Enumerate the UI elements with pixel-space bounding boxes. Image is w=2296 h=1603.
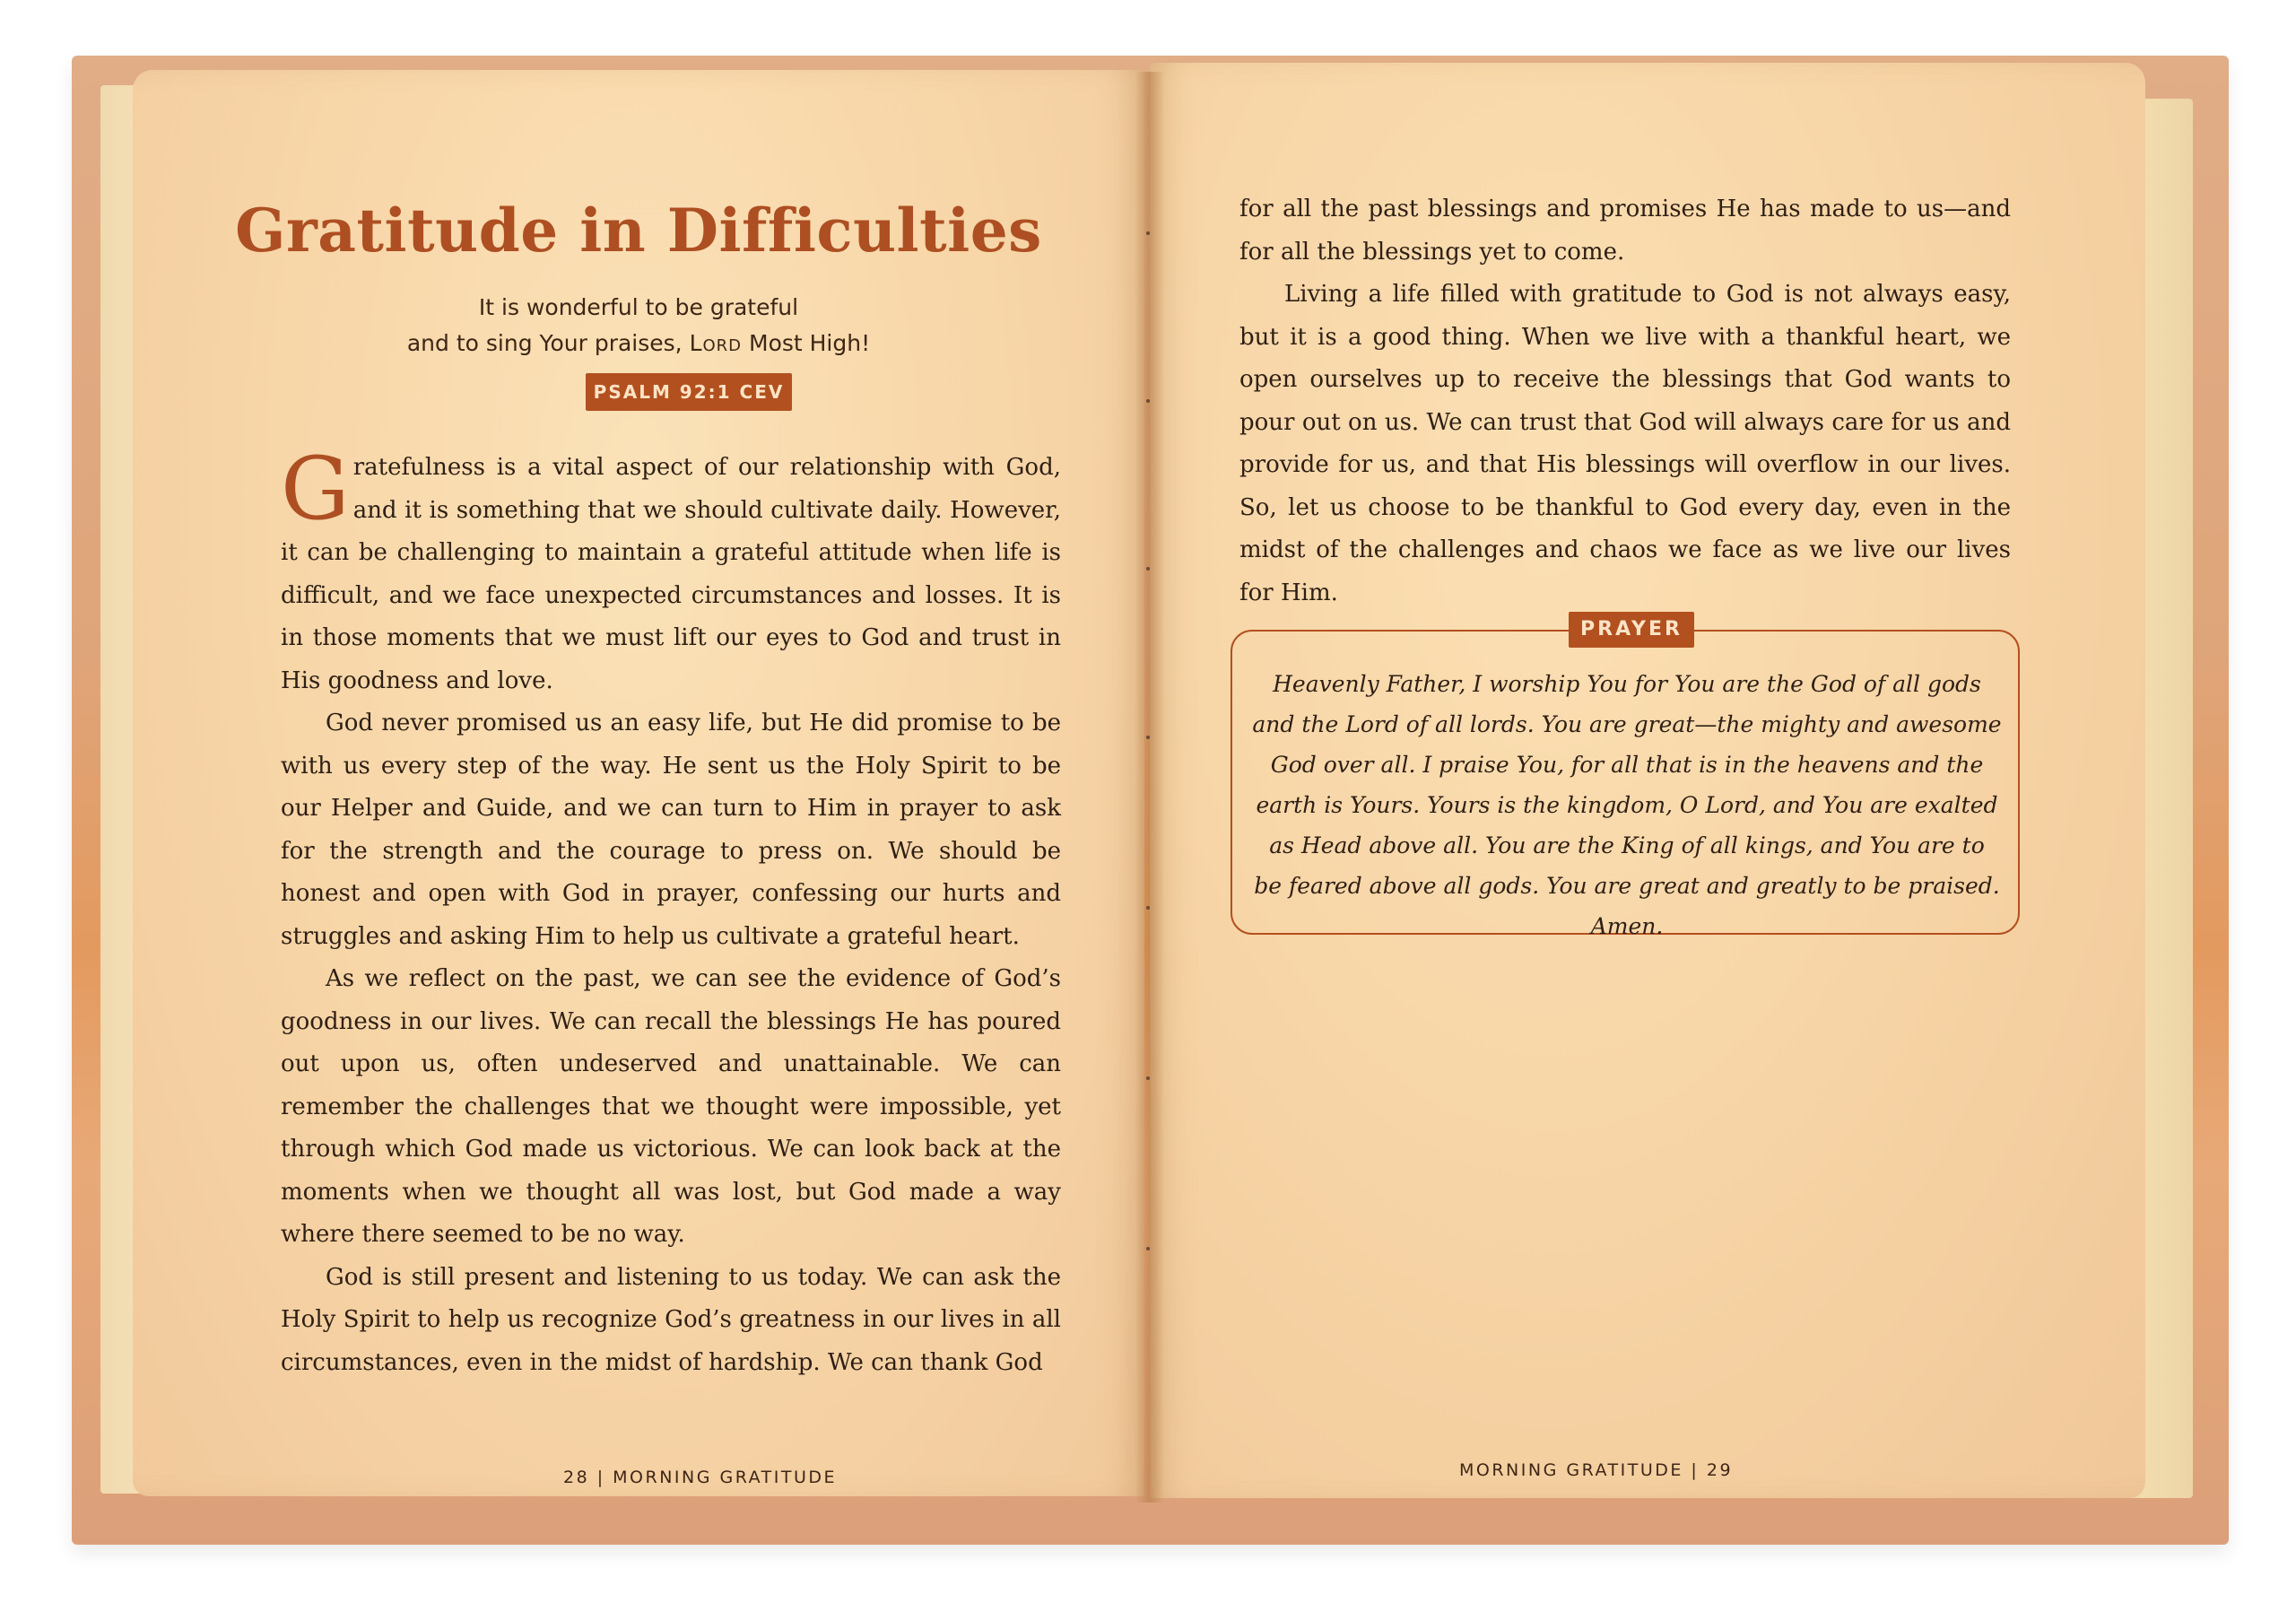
binding-stitch [1146, 567, 1150, 571]
binding-stitch [1146, 1247, 1150, 1250]
paragraph-1-text: ratefulness is a vital aspect of our relationship with God, and it is something that we should cultivate daily. However, it can be challenging to maintain a grateful attitude when life is difficult, and we face unexpected circumstances and losses. It is in those moments that we must lift our eyes to God and trust in His goodness and love. [281, 454, 1061, 694]
drop-cap: G [281, 439, 350, 539]
verse-quote [133, 290, 1144, 362]
verse-lord-smallcaps: Lord [689, 330, 743, 356]
prayer-text: Heavenly Father, I worship You for You are the God of all gods and the Lord of all lords. You are great—the mighty and awesome God over all. I praise You, for all that is in the heavens and the earth is Yours. Yours is the kingdom, O Lord, and You are exalted as Head above all. You are the King of all kings, and You are to be feared above all gods. You are great and greatly to be praised. Amen. [1252, 671, 2002, 939]
page-title: Gratitude in Difficulties [235, 196, 1042, 266]
verse-line-2-start: and to sing Your praises, [406, 330, 690, 356]
left-page-footer: 28 | MORNING GRATITUDE [563, 1468, 838, 1487]
verse-line-2 [133, 326, 1144, 362]
paragraph-4: God is still present and listening to us today. We can ask the Holy Spirit to help us recognize God’s greatness in our lives in all circumstances, even in the midst of hardship. We can thank God [281, 1263, 1061, 1376]
verse-line-2-end: Most High! [742, 330, 871, 356]
prayer-box [1231, 618, 2020, 939]
paragraph-1 [281, 439, 1061, 702]
binding-stitch [1146, 906, 1150, 910]
right-paragraph-1: for all the past blessings and promises He has made to us—and for all the blessings yet to come. [1239, 196, 2011, 266]
right-paragraph-2: Living a life filled with gratitude to God is not always easy, but it is a good thing. When we live with a thankful heart, we open ourselves up to receive the blessings that God wants to pour out on us. We can trust that God will always care for us and provide for us, and that His blessings will overflow in our lives. So, let us choose to be thankful to God every day, even in the midst of the challenges and chaos we face as we live our lives for Him. [1239, 281, 2011, 606]
right-page [1150, 63, 2145, 1498]
right-body-text [1239, 188, 2011, 614]
prayer-label: PRAYER [1569, 612, 1694, 648]
binding-stitch [1146, 399, 1150, 403]
binding-stitch [1146, 231, 1150, 235]
verse-line-1: It is wonderful to be grateful [478, 294, 799, 320]
right-page-footer: MORNING GRATITUDE | 29 [1459, 1460, 1734, 1480]
verse-reference-badge: PSALM 92:1 CEV [586, 373, 792, 411]
book-gutter [1135, 72, 1164, 1503]
binding-stitch [1146, 1076, 1150, 1080]
paragraph-2: God never promised us an easy life, but He did promise to be with us every step of the way. He sent us the Holy Spirit to be our Helper and Guide, and we can turn to Him in prayer to ask for the strength and the courage to press on. We should be honest and open with God in prayer, confessing our hurts and struggles and asking Him to help us cultivate a grateful heart. [281, 710, 1061, 950]
paragraph-3: As we reflect on the past, we can see the evidence of God’s goodness in our lives. We can recall the blessings He has poured out upon us, often undeserved and unattainable. We can remember the challenges that we thought were impossible, yet through which God made us victorious. We can look back at the moments when we thought all was lost, but God made a way where there seemed to be no way. [281, 965, 1061, 1248]
binding-stitch [1146, 736, 1150, 739]
left-body-text [281, 439, 1061, 1384]
left-page [133, 70, 1144, 1496]
